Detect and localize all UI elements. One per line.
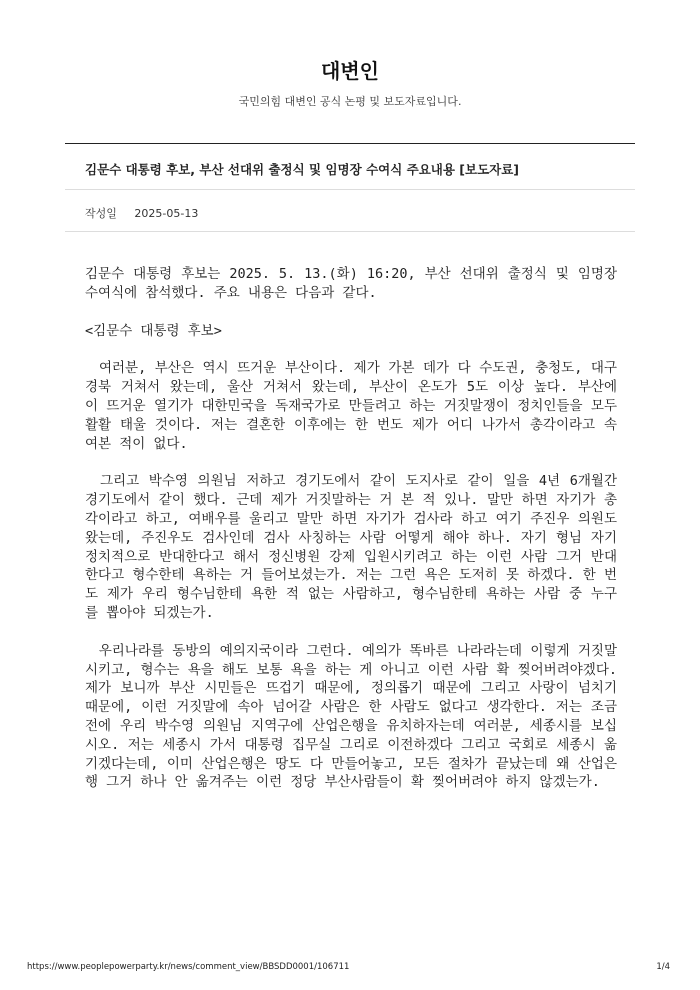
post-title: 김문수 대통령 후보, 부산 선대위 출정식 및 임명장 수여식 주요내용 [보도자료] xyxy=(85,162,520,177)
title-divider xyxy=(65,189,635,190)
header-divider xyxy=(65,143,635,144)
post-meta xyxy=(85,205,198,221)
site-title: 대변인 xyxy=(321,59,379,83)
body-paragraph: 우리나라를 동방의 예의지국이라 그런다. 예의가 똑바른 나라라는데 이렇게 거짓말 시키고, 형수는 욕을 해도 보통 욕을 하는 게 아니고 이런 사람 확 찢어버려야겠다. 제가 보니까 부산 시민들은 뜨겁기 때문에, 정의롭기 때문에 그리고 사랑이 넘치기 때문에, 이런 거짓말에 속아 넘어갈 사람은 한 사람도 없다고 생각한다. 저는 조금 전에 우리 박수영 의원님 지역구에 산업은행을 유치하자는데 여러분, 세종시를 보십시오. 저는 세종시 가서 대통령 집무실 그리로 이전하겠다 그리고 국회로 세종시 옮기겠다는데, 이미 산업은행은 땅도 다 만들어놓고, 모든 절차가 끝났는데 왜 산업은행 그거 하나 안 옮겨주는 이런 정당 부산사람들이 확 찢어버려야 하지 않겠는가. xyxy=(85,642,617,791)
speaker-heading: <김문수 대통령 후보> xyxy=(85,322,222,339)
date-label: 작성일 xyxy=(85,207,117,220)
body-paragraph: 김문수 대통령 후보는 2025. 5. 13.(화) 16:20, 부산 선대위 출정식 및 임명장 수여식에 참석했다. 주요 내용은 다음과 같다. xyxy=(85,266,617,301)
date-value: 2025-05-13 xyxy=(134,207,199,220)
footer-url: https://www.peoplepowerparty.kr/news/comment_view/BBSDD0001/106711 xyxy=(27,962,350,972)
body-paragraph: 그리고 박수영 의원님 저하고 경기도에서 같이 도지사로 같이 일을 4년 6개월간 경기도에서 같이 했다. 근데 제가 거짓말하는 거 본 적 있나. 말만 하면 자기가 총각이라고 하고, 여배우를 울리고 말만 하면 자기가 검사라 하고 여기 주진우 의원도 왔는데, 주진우도 검사인데 검사 사칭하는 사람 어떻게 해야 하나. 자기 형님 자기 정치적으로 반대한다고 해서 정신병원 강제 입원시키려고 하는 이런 사람 그거 반대 한다고 형수한테 욕하는 거 들어보셨는가. 저는 그런 욕은 도저히 못 하겠다. 한 번도 제가 우리 형수님한테 욕한 적 없는 사람하고, 형수님한테 욕하는 사람 중 누구를 뽑아야 되겠는가. xyxy=(85,473,617,621)
meta-divider xyxy=(65,231,635,232)
site-description: 국민의힘 대변인 공식 논평 및 보도자료입니다. xyxy=(238,95,462,108)
body-paragraph: 여러분, 부산은 역시 뜨거운 부산이다. 제가 가본 데가 다 수도권, 충청도, 대구 경북 거쳐서 왔는데, 울산 거쳐서 왔는데, 부산이 온도가 5도 이상 높다. 부산에 이 뜨거운 열기가 대한민국을 독재국가로 만들려고 하는 거짓말쟁이 정치인들을 모두 활활 태울 것이다. 저는 결혼한 이후에는 한 번도 제가 어디 나가서 총각이라고 속여본 적이 없다. xyxy=(85,360,617,452)
page-number: 1/4 xyxy=(656,962,670,972)
article-body xyxy=(85,265,617,811)
